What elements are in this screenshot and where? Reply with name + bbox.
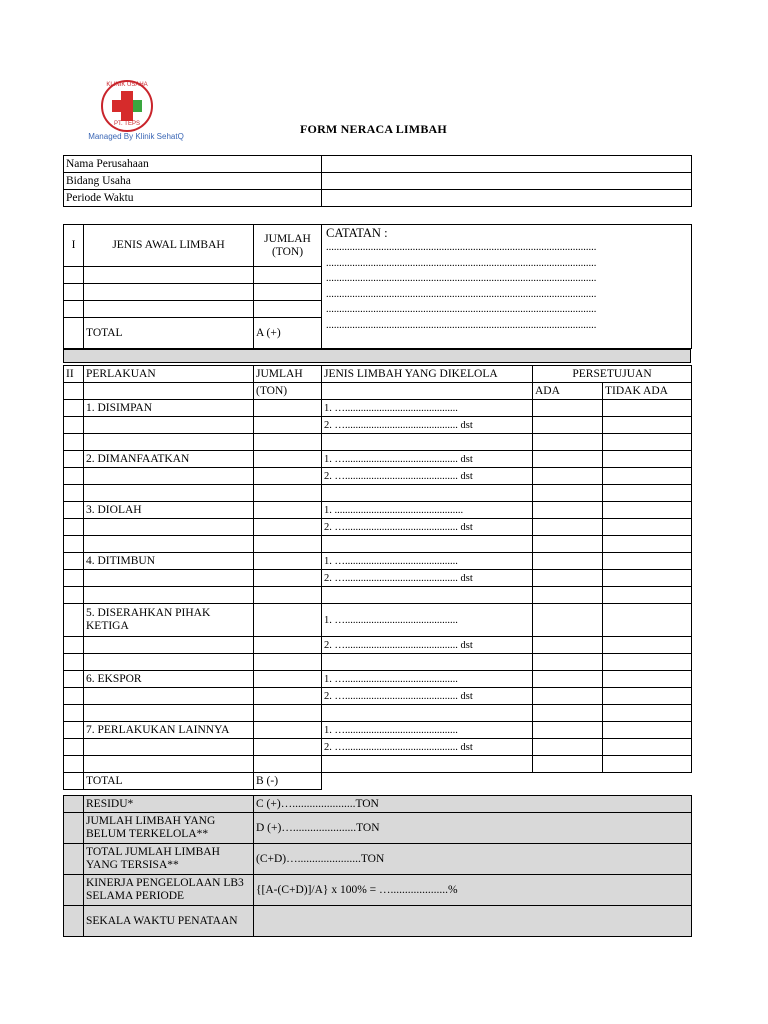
section2-table: [63, 365, 692, 790]
ada-cell[interactable]: [533, 688, 603, 705]
summary-value[interactable]: {[A-(C+D)]/A} x 100% = …....................%: [254, 875, 692, 906]
jumlah-cell[interactable]: [254, 468, 322, 485]
logo-bottom-text: PT. TEPS: [114, 121, 140, 127]
ada-cell[interactable]: [533, 468, 603, 485]
spacer-row: [64, 654, 692, 671]
section1-number: I: [64, 225, 84, 267]
catatan-line: .......................................................................................................: [326, 288, 597, 300]
total-a-value: A (+): [254, 318, 322, 349]
ada-cell[interactable]: [533, 400, 603, 417]
waste-line[interactable]: 2. …........................................... dst: [322, 417, 533, 434]
ada-cell[interactable]: [533, 671, 603, 688]
waste-line[interactable]: 2. …........................................... dst: [322, 688, 533, 705]
jumlah-cell[interactable]: [254, 301, 322, 318]
section1-header: [64, 225, 692, 267]
waste-line[interactable]: 2. …........................................... dst: [322, 570, 533, 587]
ada-cell[interactable]: [533, 417, 603, 434]
treatment-row: [64, 502, 692, 519]
waste-line[interactable]: 2. …........................................... dst: [322, 739, 533, 756]
logo-caption: Managed By Klinik SehatQ: [88, 132, 184, 141]
col-jumlah-ton: JUMLAH (TON): [254, 225, 322, 267]
info-row: [64, 173, 692, 190]
jumlah-cell[interactable]: [254, 267, 322, 284]
treatment-label: 7. PERLAKUKAN LAINNYA: [84, 722, 254, 739]
jumlah-cell[interactable]: [254, 502, 322, 519]
jumlah-cell[interactable]: [254, 417, 322, 434]
catatan-line: .......................................................................................................: [326, 242, 597, 253]
treatment-row: [64, 671, 692, 688]
ada-cell[interactable]: [533, 502, 603, 519]
jumlah-cell[interactable]: [254, 451, 322, 468]
treatment-row: [64, 417, 692, 434]
tidak-ada-cell[interactable]: [603, 739, 692, 756]
treatment-label: 4. DITIMBUN: [84, 553, 254, 570]
summary-row: [64, 875, 692, 906]
treatment-row: [64, 519, 692, 536]
tidak-ada-cell[interactable]: [603, 604, 692, 637]
jumlah-cell[interactable]: [254, 722, 322, 739]
cross-green-accent: [133, 100, 142, 112]
section2-header: [64, 366, 692, 383]
ada-cell[interactable]: [533, 553, 603, 570]
col-jumlah: JUMLAH: [254, 366, 322, 383]
treatment-row: [64, 553, 692, 570]
ada-cell[interactable]: [533, 637, 603, 654]
tidak-ada-cell[interactable]: [603, 553, 692, 570]
waste-line[interactable]: 1. …...........................................: [322, 400, 533, 417]
waste-line[interactable]: 1. …...........................................: [322, 671, 533, 688]
ada-cell[interactable]: [533, 722, 603, 739]
jumlah-cell[interactable]: [254, 284, 322, 301]
treatment-row: [64, 739, 692, 756]
summary-row: [64, 796, 692, 813]
tidak-ada-cell[interactable]: [603, 722, 692, 739]
summary-row: [64, 844, 692, 875]
summary-value[interactable]: [254, 906, 692, 937]
catatan-box[interactable]: [322, 225, 692, 349]
waste-line[interactable]: 1. …...........................................: [322, 553, 533, 570]
info-label: Periode Waktu: [64, 190, 322, 207]
col-jenis-dikelola: JENIS LIMBAH YANG DIKELOLA: [322, 366, 533, 383]
treatment-row: [64, 688, 692, 705]
treatment-row: [64, 451, 692, 468]
treatment-row: [64, 604, 692, 637]
tidak-ada-cell[interactable]: [603, 502, 692, 519]
tidak-ada-cell[interactable]: [603, 468, 692, 485]
jumlah-cell[interactable]: [254, 637, 322, 654]
summary-label: JUMLAH LIMBAH YANG BELUM TERKELOLA**: [84, 813, 254, 844]
summary-value[interactable]: (C+D)…......................TON: [254, 844, 692, 875]
catatan-line: .......................................................................................................: [326, 257, 597, 269]
ada-cell[interactable]: [533, 604, 603, 637]
company-info-table: [63, 155, 692, 207]
treatment-row: [64, 722, 692, 739]
ada-cell[interactable]: [533, 451, 603, 468]
tidak-ada-cell[interactable]: [603, 688, 692, 705]
summary-value[interactable]: D (+)…......................TON: [254, 813, 692, 844]
business-field[interactable]: [322, 173, 692, 190]
treatment-label: 6. EKSPOR: [84, 671, 254, 688]
summary-label: SEKALA WAKTU PENATAAN: [84, 906, 254, 937]
spacer-row: [64, 434, 692, 451]
company-name-field[interactable]: [322, 156, 692, 173]
section1-table: [63, 224, 692, 349]
tidak-ada-cell[interactable]: [603, 637, 692, 654]
jumlah-cell[interactable]: [254, 671, 322, 688]
spacer-row: [64, 485, 692, 502]
jenis-cell[interactable]: [84, 267, 254, 284]
summary-value[interactable]: C (+)…......................TON: [254, 796, 692, 813]
section2-subheader: [64, 383, 692, 400]
jenis-cell[interactable]: [84, 301, 254, 318]
jumlah-cell[interactable]: [254, 553, 322, 570]
total-label: TOTAL: [84, 318, 254, 349]
col-jenis-awal: JENIS AWAL LIMBAH: [84, 225, 254, 267]
summary-label: KINERJA PENGELOLAAN LB3 SELAMA PERIODE: [84, 875, 254, 906]
ada-cell[interactable]: [533, 519, 603, 536]
info-row: [64, 156, 692, 173]
waste-line[interactable]: 1. .................................................: [322, 502, 533, 519]
jumlah-cell[interactable]: [254, 400, 322, 417]
info-row: [64, 190, 692, 207]
catatan-line: .......................................................................................................: [326, 304, 597, 315]
treatment-row: [64, 570, 692, 587]
summary-label: TOTAL JUMLAH LIMBAH YANG TERSISA**: [84, 844, 254, 875]
col-perlakuan: PERLAKUAN: [84, 366, 254, 383]
logo-top-text: KLINIK USAHA: [106, 82, 148, 88]
spacer-row: [64, 587, 692, 604]
treatment-label: 1. DISIMPAN: [84, 400, 254, 417]
summary-row: [64, 906, 692, 937]
ada-cell[interactable]: [533, 570, 603, 587]
jumlah-cell[interactable]: [254, 688, 322, 705]
jumlah-cell[interactable]: [254, 570, 322, 587]
treatment-label: 2. DIMANFAATKAN: [84, 451, 254, 468]
catatan-label: CATATAN :: [326, 226, 388, 240]
summary-table: [63, 795, 692, 937]
waste-line[interactable]: 2. …........................................... dst: [322, 637, 533, 654]
treatment-label: 3. DIOLAH: [84, 502, 254, 519]
tidak-ada-cell[interactable]: [603, 451, 692, 468]
jumlah-cell[interactable]: [254, 519, 322, 536]
waste-line[interactable]: 2. …........................................... dst: [322, 468, 533, 485]
page-title: FORM NERACA LIMBAH: [300, 122, 447, 136]
col-persetujuan: PERSETUJUAN: [533, 366, 692, 383]
period-field[interactable]: [322, 190, 692, 207]
waste-line[interactable]: 1. …...........................................: [322, 604, 533, 637]
jumlah-cell[interactable]: [254, 739, 322, 756]
col-jumlah-ton: (TON): [254, 383, 322, 400]
col-ada: ADA: [533, 383, 603, 400]
tidak-ada-cell[interactable]: [603, 671, 692, 688]
total-b-value: B (-): [254, 773, 322, 790]
company-logo: [76, 78, 196, 144]
section2-number: II: [64, 366, 84, 383]
catatan-line: .......................................................................................................: [326, 273, 597, 284]
spacer-row: [64, 756, 692, 773]
tidak-ada-cell[interactable]: [603, 570, 692, 587]
treatment-row: [64, 400, 692, 417]
total-label: TOTAL: [84, 773, 254, 790]
ada-cell[interactable]: [533, 739, 603, 756]
waste-line[interactable]: 1. …........................................... dst: [322, 451, 533, 468]
col-tidak-ada: TIDAK ADA: [603, 383, 692, 400]
summary-row: [64, 813, 692, 844]
tidak-ada-cell[interactable]: [603, 417, 692, 434]
spacer-row: [64, 705, 692, 722]
jumlah-cell[interactable]: [254, 604, 322, 637]
tidak-ada-cell[interactable]: [603, 400, 692, 417]
treatment-row: [64, 468, 692, 485]
waste-line[interactable]: 2. …........................................... dst: [322, 519, 533, 536]
summary-label: RESIDU*: [84, 796, 254, 813]
info-label: Bidang Usaha: [64, 173, 322, 190]
waste-line[interactable]: 1. …...........................................: [322, 722, 533, 739]
info-label: Nama Perusahaan: [64, 156, 322, 173]
catatan-line: .......................................................................................................: [326, 319, 597, 331]
spacer-row: [64, 536, 692, 553]
jenis-cell[interactable]: [84, 284, 254, 301]
separator-bar: [63, 349, 691, 363]
tidak-ada-cell[interactable]: [603, 519, 692, 536]
treatment-row: [64, 637, 692, 654]
treatment-label: 5. DISERAHKAN PIHAK KETIGA: [84, 604, 254, 637]
total-row: [64, 773, 692, 790]
